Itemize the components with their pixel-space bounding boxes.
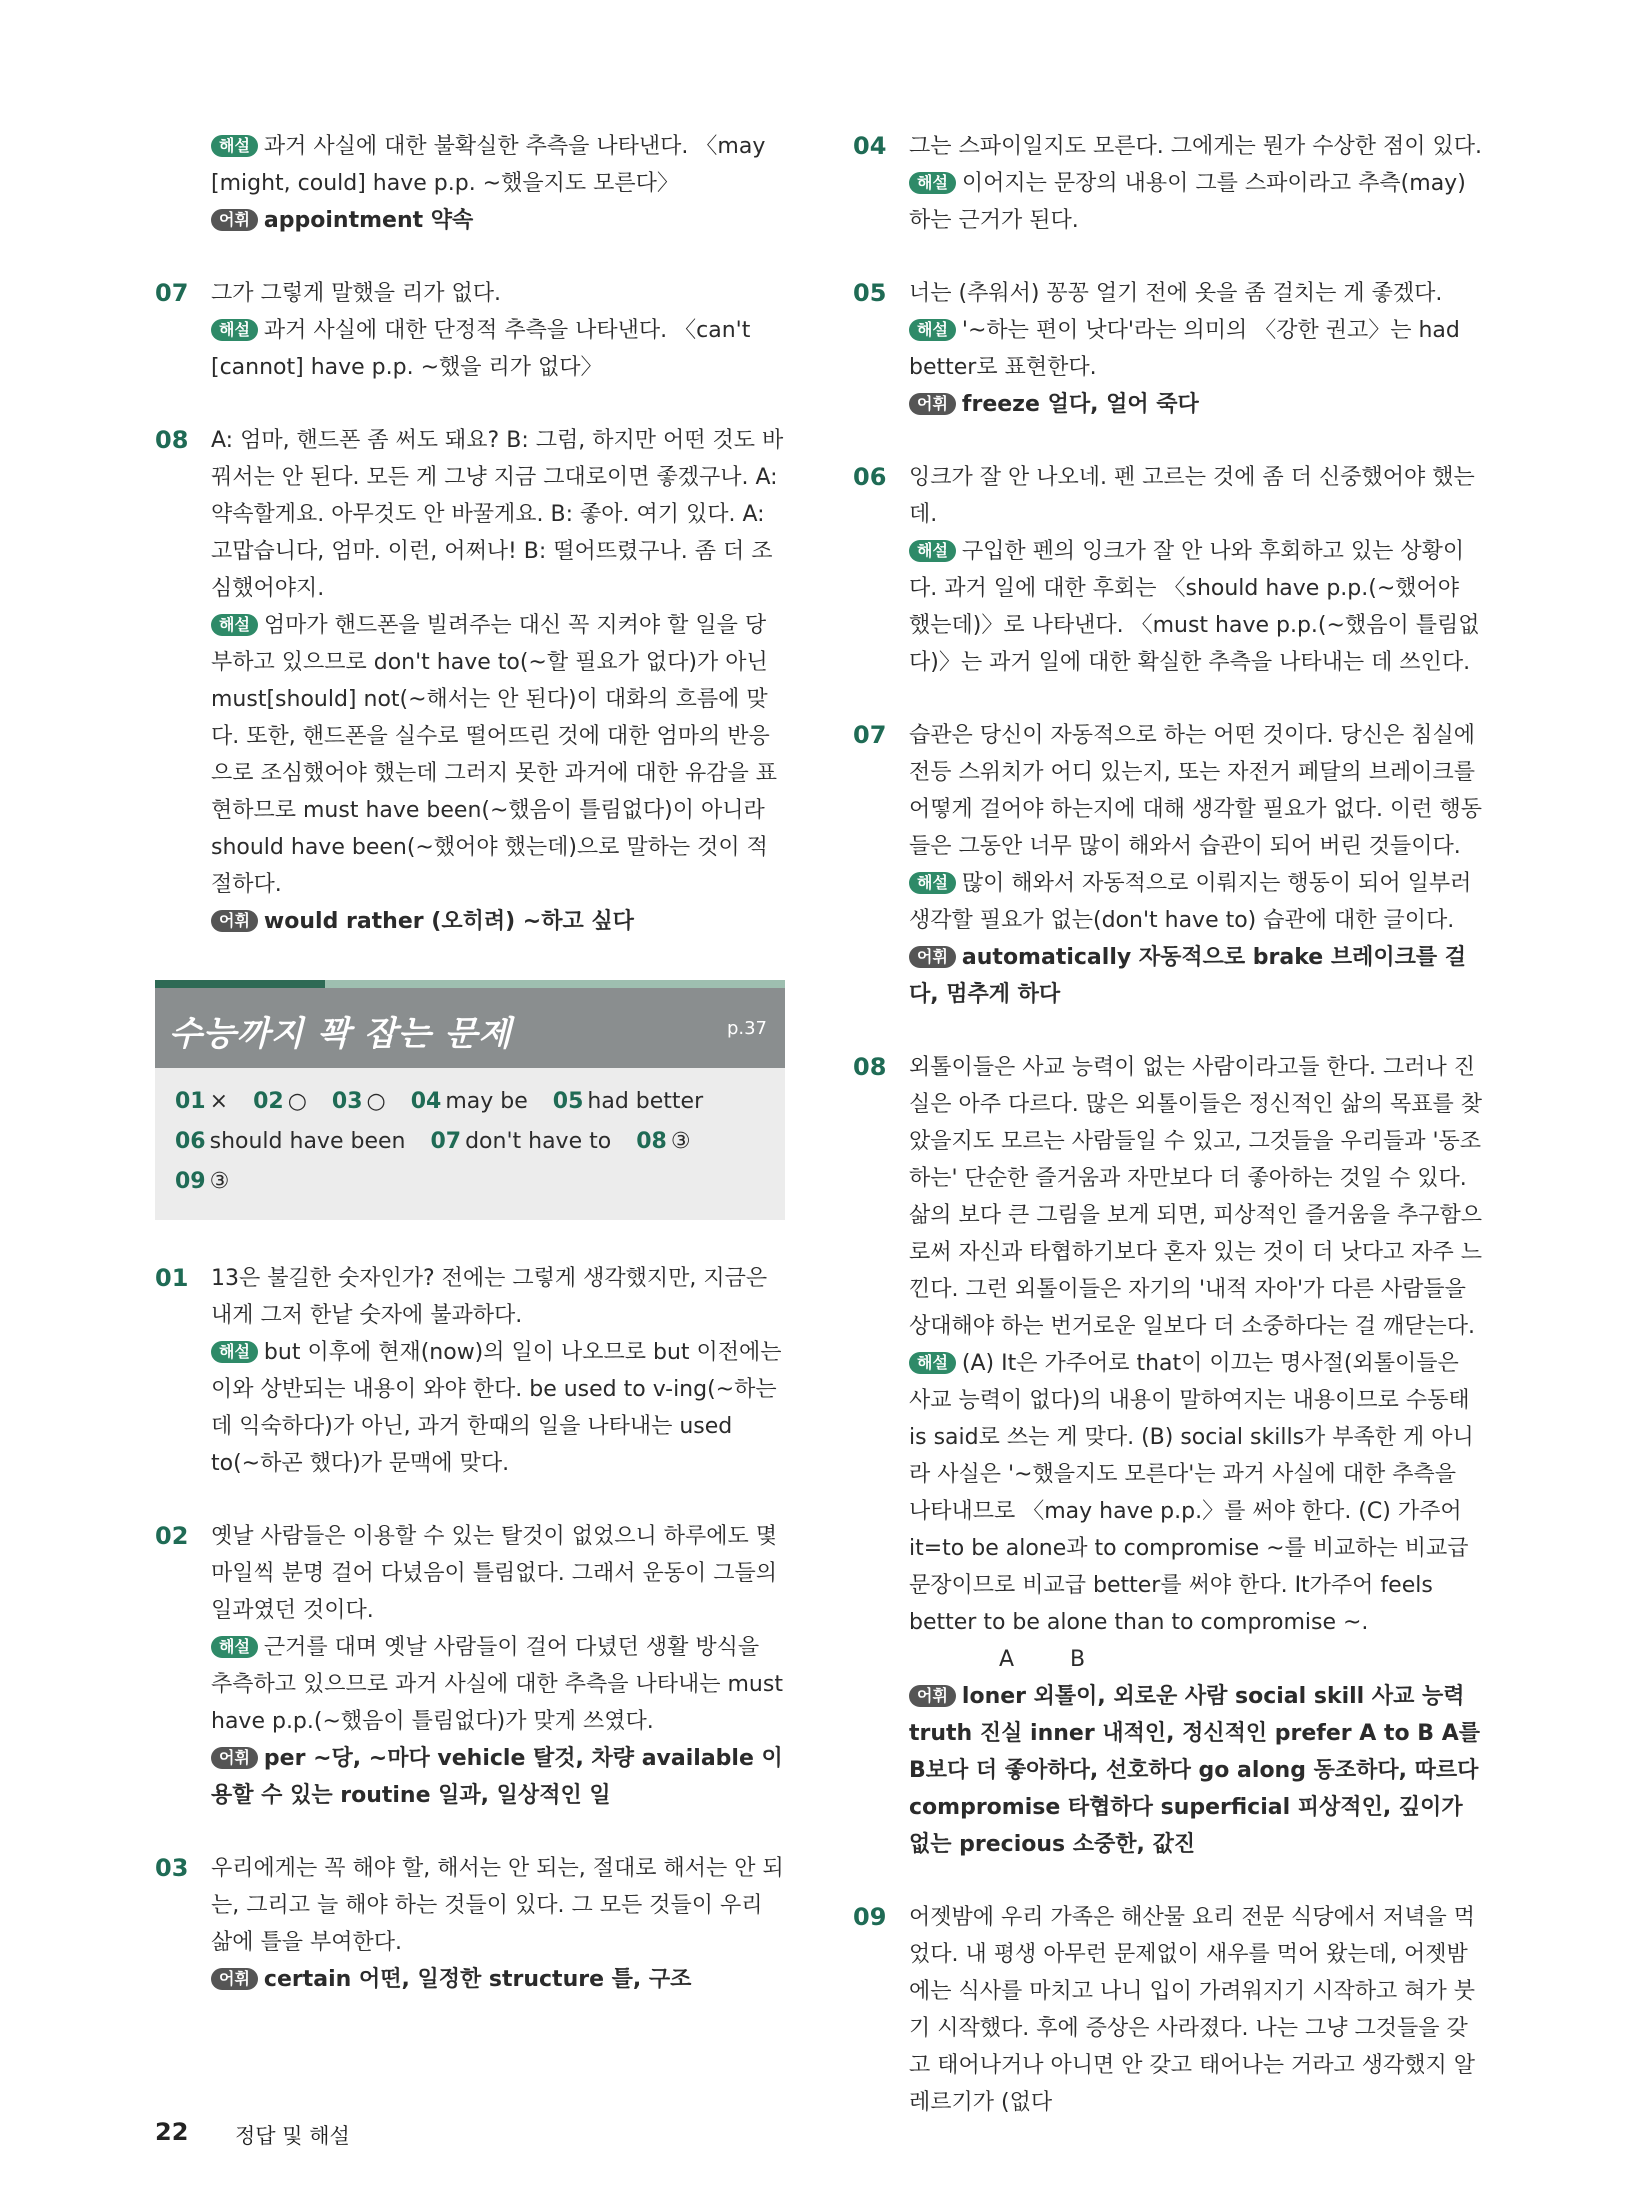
vocabulary — [211, 202, 785, 239]
continuation-block — [155, 128, 785, 239]
entry-number: 03 — [155, 1854, 189, 1882]
answer-entry-04 — [853, 128, 1483, 239]
answer-item — [636, 1129, 690, 1154]
explanation-badge: 해설 — [909, 1352, 956, 1374]
answer-box-page: p.37 — [726, 1018, 767, 1039]
vocabulary-text: per ~당, ~마다 vehicle 탈것, 차량 available 이용할 수 있는 routine 일과, 일상적인 일 — [211, 1746, 783, 1808]
explanation-badge: 해설 — [909, 319, 956, 341]
answer-item — [253, 1089, 307, 1114]
entry-number: 06 — [853, 463, 887, 491]
entry-translation: 습관은 당신이 자동적으로 하는 어떤 것이다. 당신은 침실에 전등 스위치가 어디 있는지, 또는 자전거 페달의 브레이크를 어떻게 걸어야 하는지에 대해 생각할 필요가 없다. 이런 행동들은 그동안 너무 많이 해와서 습관이 되어 버린 것들이다. — [909, 723, 1482, 859]
entry-translation: 잉크가 잘 안 나오네. 펜 고르는 것에 좀 더 신중했어야 했는데. — [909, 465, 1475, 527]
vocabulary-badge: 어휘 — [211, 1968, 258, 1990]
explanation-badge: 해설 — [211, 319, 258, 341]
explanation — [211, 312, 785, 386]
entry-translation: 옛날 사람들은 이용할 수 있는 탈것이 없었으니 하루에도 몇 마일씩 분명 걸어 다녔음이 틀림없다. 그래서 운동이 그들의 일과였던 것이다. — [211, 1524, 777, 1623]
vocabulary-text: would rather (오히려) ~하고 싶다 — [263, 909, 634, 934]
answer-value: × — [209, 1089, 229, 1114]
entry-number: 08 — [155, 426, 189, 454]
vocabulary-badge: 어휘 — [211, 209, 258, 231]
answer-entry-01 — [155, 1260, 785, 1482]
answer-number: 03 — [331, 1089, 363, 1114]
answer-value: ○ — [366, 1089, 386, 1114]
explanation-text: 근거를 대며 옛날 사람들이 걸어 다녔던 생활 방식을 추측하고 있으므로 과거 사실에 대한 추측을 나타내는 must have p.p.(~했음이 틀림없다)가 맞게 쓰였다. — [211, 1635, 783, 1734]
entry-translation: 우리에게는 꼭 해야 할, 해서는 안 되는, 절대로 해서는 안 되는, 그리고 늘 해야 하는 것들이 있다. 그 모든 것들이 우리 삶에 틀을 부여한다. — [211, 1856, 784, 1955]
vocabulary — [909, 1678, 1483, 1863]
explanation — [909, 533, 1483, 681]
vocabulary-text: automatically 자동적으로 brake 브레이크를 걸다, 멈추게 하다 — [909, 945, 1467, 1007]
entry-number: 07 — [155, 279, 189, 307]
answer-entry-05 — [853, 275, 1483, 423]
entry-number: 07 — [853, 721, 887, 749]
left-column — [155, 128, 785, 2034]
vocabulary — [211, 903, 785, 940]
answer-value: ③ — [209, 1169, 230, 1194]
answer-box-title: 수능까지 꽉 잡는 문제 — [169, 1014, 513, 1054]
vocabulary-text: loner 외톨이, 외로운 사람 social skill 사교 능력 truth 진실 inner 내적인, 정신적인 prefer A to B A를 B보다 더 좋아하다, 선호하다 go along 동조하다, 따르다 compromise 타협하다 superficial 피상적인, 깊이가 없는 precious 소중한, 값진 — [909, 1684, 1480, 1857]
explanation-text: 과거 사실에 대한 단정적 추측을 나타낸다. 〈can't [cannot] have p.p. ~했을 리가 없다〉 — [211, 318, 751, 380]
entry-number: 02 — [155, 1522, 189, 1550]
answer-number: 05 — [552, 1089, 584, 1114]
answer-value: ○ — [287, 1089, 307, 1114]
explanation-badge: 해설 — [909, 172, 956, 194]
answer-number: 09 — [175, 1169, 206, 1194]
answer-entry-09-right — [853, 1899, 1483, 2121]
answer-item — [430, 1129, 611, 1154]
answer-value: had better — [587, 1089, 704, 1114]
explanation-text: 엄마가 핸드폰을 빌려주는 대신 꼭 지켜야 할 일을 당부하고 있으므로 don't have to(~할 필요가 없다)가 아닌 must[should] not(~해서는 안 된다)이 대화의 흐름에 맞다. 또한, 핸드폰을 실수로 떨어뜨린 것에 대한 엄마의 반응으로 조심했어야 했는데 그러지 못한 과거에 대한 유감을 표현하므로 must have been(~했음이 틀림없다)이 아니라 should have been(~했어야 했는데)으로 말하는 것이 적절하다. — [211, 613, 777, 897]
vocabulary-badge: 어휘 — [909, 1685, 956, 1707]
answer-value: may be — [445, 1089, 528, 1114]
explanation-text: but 이후에 현재(now)의 일이 나오므로 but 이전에는 이와 상반되는 내용이 와야 한다. be used to v-ing(~하는 데 익숙하다)가 아닌, 과거 한때의 일을 나타내는 used to(~하곤 했다)가 문맥에 맞다. — [211, 1340, 782, 1476]
entry-number: 05 — [853, 279, 887, 307]
explanation-badge: 해설 — [211, 135, 258, 157]
answer-item — [175, 1089, 228, 1114]
explanation — [909, 1345, 1483, 1641]
explanation — [909, 865, 1483, 939]
explanation-badge: 해설 — [211, 1341, 258, 1363]
answer-item — [175, 1129, 405, 1154]
vocabulary-badge: 어휘 — [211, 910, 258, 932]
answer-value: should have been — [209, 1129, 406, 1154]
answer-entry-03 — [155, 1850, 785, 1998]
vocabulary — [211, 1961, 785, 1998]
explanation — [211, 1334, 785, 1482]
page-number: 22 — [155, 2118, 189, 2146]
entry-number: 01 — [155, 1264, 189, 1292]
right-column — [853, 128, 1483, 2157]
explanation-badge: 해설 — [909, 540, 956, 562]
answer-number: 01 — [175, 1089, 206, 1114]
vocabulary-text: certain 어떤, 일정한 structure 틀, 구조 — [263, 1967, 692, 1992]
explanation-text: 구입한 펜의 잉크가 잘 안 나와 후회하고 있는 상황이다. 과거 일에 대한 후회는 〈should have p.p.(~했어야 했는데)〉로 나타낸다. 〈must have p.p.(~했음이 틀림없다)〉는 과거 일에 대한 확실한 추측을 나타내는 데 쓰인다. — [909, 539, 1480, 675]
answer-value: ③ — [670, 1129, 691, 1154]
explanation-badge: 해설 — [211, 614, 258, 636]
explanation — [211, 607, 785, 903]
answer-number: 04 — [410, 1089, 442, 1114]
answer-number: 06 — [175, 1129, 206, 1154]
answer-entry-08 — [155, 422, 785, 940]
entry-translation: 너는 (추워서) 꽁꽁 얼기 전에 옷을 좀 걸치는 게 좋겠다. — [909, 281, 1443, 306]
entry-number: 08 — [853, 1053, 887, 1081]
vocabulary — [909, 386, 1483, 423]
vocabulary-badge: 어휘 — [909, 946, 956, 968]
answer-item — [411, 1089, 528, 1114]
answer-entry-02 — [155, 1518, 785, 1814]
explanation-text: 많이 해와서 자동적으로 이뤄지는 행동이 되어 일부러 생각할 필요가 없는(don't have to) 습관에 대한 글이다. — [909, 871, 1472, 933]
entry-translation: 어젯밤에 우리 가족은 해산물 요리 전문 식당에서 저녁을 먹었다. 내 평생 아무런 문제없이 새우를 먹어 왔는데, 어젯밤에는 식사를 마치고 나니 입이 가려워지기 시작하고 혀가 붓기 시작했다. 후에 증상은 사라졌다. 나는 그냥 그것들을 갖고 태어나거나 아니면 안 갖고 태어나는 거라고 생각했지 알레르기가 (없다 — [909, 1905, 1475, 2115]
vocabulary — [909, 939, 1483, 1013]
answer-number: 02 — [253, 1089, 284, 1114]
explanation-badge: 해설 — [211, 1636, 258, 1658]
answer-entry-06 — [853, 459, 1483, 681]
answer-item — [175, 1169, 229, 1194]
explanation — [909, 312, 1483, 386]
vocabulary-text: appointment 약속 — [263, 208, 474, 233]
entry-translation: 외톨이들은 사교 능력이 없는 사람이라고들 한다. 그러나 진실은 아주 다르다. 많은 외톨이들은 정신적인 삶의 목표를 찾았을지도 모르는 사람들일 수 있고, 그것들을 우리들과 '동조하는' 단순한 즐거움과 자만보다 더 좋아하는 것일 수 있다. 삶의 보다 큰 그림을 보게 되면, 피상적인 즐거움을 추구함으로써 자신과 타협하기보다 혼자 있는 것이 더 낫다고 자주 느낀다. 그런 외톨이들은 자기의 '내적 자아'가 다른 사람들을 상대해야 하는 번거로운 일보다 더 소중하다는 걸 깨닫는다. — [909, 1055, 1482, 1339]
footer-label: 정답 및 해설 — [235, 2124, 350, 2148]
answer-entry-07 — [155, 275, 785, 386]
explanation — [909, 165, 1483, 239]
explanation-marks: A B — [999, 1647, 1086, 1672]
vocabulary-text: freeze 얼다, 얼어 죽다 — [961, 392, 1199, 417]
entry-translation: A: 엄마, 핸드폰 좀 써도 돼요? B: 그럼, 하지만 어떤 것도 바꿔서는 안 된다. 모든 게 그냥 지금 그대로이면 좋겠구나. A: 약속할게요. 아무것도 안 바꿀게요. B: 좋아. 여기 있다. A: 고맙습니다, 엄마. 이런, 어쩌나! B: 떨어뜨렸구나. 좀 더 조심했어야지. — [211, 428, 784, 601]
answer-key — [155, 1068, 785, 1220]
vocabulary-badge: 어휘 — [909, 393, 956, 415]
explanation — [211, 128, 785, 202]
answer-item — [553, 1089, 703, 1114]
vocabulary-badge: 어휘 — [211, 1747, 258, 1769]
entry-translation: 그가 그렇게 말했을 리가 없다. — [211, 281, 501, 306]
explanation — [211, 1629, 785, 1740]
vocabulary — [211, 1740, 785, 1814]
entry-number: 04 — [853, 132, 887, 160]
answer-number: 08 — [636, 1129, 667, 1154]
answer-value: don't have to — [465, 1129, 612, 1154]
answer-number: 07 — [430, 1129, 462, 1154]
entry-translation: 그는 스파이일지도 모른다. 그에게는 뭔가 수상한 점이 있다. — [909, 134, 1482, 159]
entry-translation: 13은 불길한 숫자인가? 전에는 그렇게 생각했지만, 지금은 내게 그저 한낱 숫자에 불과하다. — [211, 1266, 768, 1328]
answer-entry-07-right — [853, 717, 1483, 1013]
entry-number: 09 — [853, 1903, 887, 1931]
header-accent-bar — [155, 980, 325, 988]
answer-entry-08-right — [853, 1049, 1483, 1863]
explanation-text: '~하는 편이 낫다'라는 의미의 〈강한 권고〉는 had better로 표현한다. — [909, 318, 1460, 380]
explanation-text: (A) It은 가주어로 that이 이끄는 명사절(외톨이들은 사교 능력이 없다)의 내용이 말하여지는 내용이므로 수동태 is said로 쓰는 게 맞다. (B) social skills가 부족한 게 아니라 사실은 '~했을지도 모른다'는 과거 사실에 대한 추측을 나타내므로 〈may have p.p.〉를 써야 한다. (C) 가주어 it=to be alone과 to compromise ~를 비교하는 비교급 문장이므로 비교급 better를 써야 한다. It가주어 feels better to be alone than to compromise ~. — [909, 1351, 1474, 1635]
explanation-badge: 해설 — [909, 872, 956, 894]
explanation-text: 과거 사실에 대한 불확실한 추측을 나타낸다. 〈may [might, could] have p.p. ~했을지도 모른다〉 — [211, 134, 766, 196]
answer-item — [332, 1089, 386, 1114]
explanation-text: 이어지는 문장의 내용이 그를 스파이라고 추측(may)하는 근거가 된다. — [909, 171, 1466, 233]
answer-box-header — [155, 980, 785, 1068]
answer-box — [155, 980, 785, 1220]
